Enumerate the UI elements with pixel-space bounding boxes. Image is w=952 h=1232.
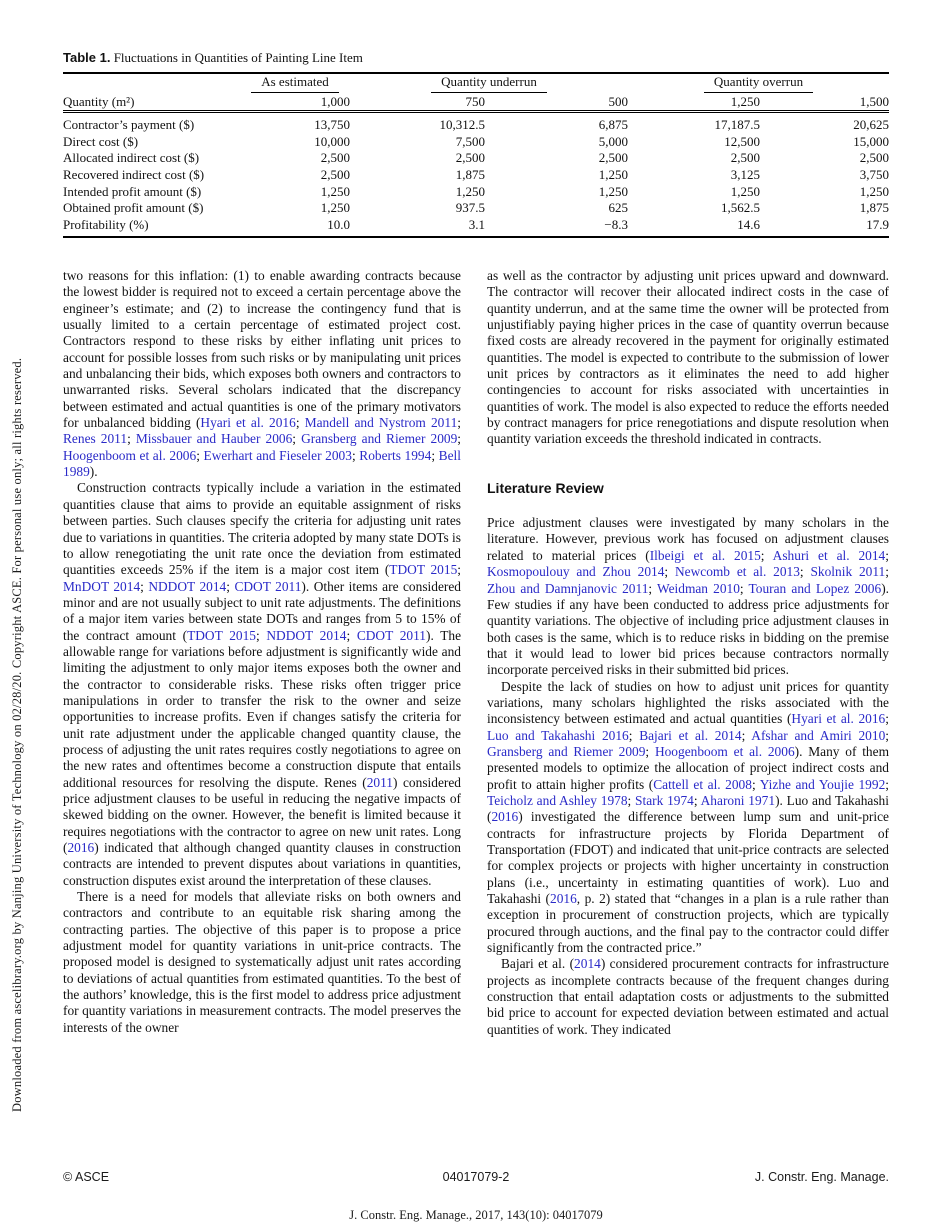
text-segment: as well as the contractor by adjusting unit prices upward and downward. The contractor will recover their allocated indirect costs in the case of quantity underrun, and at the same time the owner will be protected from unjustifiably paying higher prices in the case of quantity overrun because fixed costs are already recovered in the payment for originally estimated quantities. The model is expected to contribute to the submission of lower unit prices by contractors as it eliminates the need to add higher contingencies to account for risks associated with uncertainties in quantities of work. The model is also expected to reduce the efforts needed by contract managers for price renegotiations and dispute resolution when quantity variation exceeds the threshold indicated in contracts. (487, 268, 889, 447)
citation-link[interactable]: 2016 (550, 891, 577, 907)
row-label: Recovered indirect cost ($) (63, 166, 205, 182)
paragraph (487, 515, 889, 678)
table-cell: 12,500 (724, 133, 760, 149)
row-label: Obtained profit amount ($) (63, 200, 204, 216)
table-quantity-row (63, 94, 889, 112)
text-segment: ) considered procurement contracts for infrastructure projects as incomplete contracts because of the frequent changes during construction that entail adaptation costs or adjustments to the submitted bid price to account for expected deviation between estimated and actual quantities of work. They indicated (487, 956, 889, 1037)
text-segment: ; (431, 447, 439, 463)
table-cell: 1,562.5 (721, 200, 760, 216)
text-segment: ; (885, 727, 890, 743)
citation-link[interactable]: Stark 1974 (635, 792, 694, 808)
table-cell: 1,875 (859, 200, 889, 216)
row-label: Contractor’s payment ($) (63, 117, 195, 133)
citation-link[interactable]: 2016 (491, 809, 519, 825)
table-cell: 2,500 (598, 150, 628, 166)
row-label: Intended profit amount ($) (63, 183, 202, 199)
column-group-label: As estimated (251, 75, 339, 93)
table-cell: 1,250 (320, 200, 350, 216)
table-row (63, 112, 889, 134)
text-segment: ). Many of them presented models to optimize the allocation of project indirect costs and profit to attain higher profits ( (487, 743, 889, 792)
text-segment: ). Few studies if any have been conducted to address price adjustments for quantity variations. The objective of including price adjustment clauses in both cases is the same, which is to reduce risks in bidding on the premise that it would lead to lower bid prices because contractors normally incorporate perceived risks in their submitted bid prices. (487, 580, 890, 678)
text-segment: ; (645, 743, 655, 759)
citation-link[interactable]: Skolnik 2011 (810, 564, 886, 580)
citation-link[interactable]: Roberts 1994 (359, 447, 432, 463)
text-segment: Construction contracts typically include a variation in the estimated quantities clause that aims to provide an equitable assignment of risks between parties. Such clauses specify the criteria for adjusting unit rates due to variations in quantities. The criteria adopted by many state DOTs is to allow renegotiating the unit rate once the deviation from estimated quantities exceeds 25% if the item is a major cost item ( (63, 480, 461, 578)
citation-link[interactable]: Afshar and Amiri 2010 (751, 727, 886, 743)
table-cell: 1,875 (455, 166, 485, 182)
table-spanner-row (63, 73, 889, 94)
citation-link[interactable]: Mandell and Nystrom 2011 (304, 415, 458, 431)
citation-link[interactable]: Hyari et al. 2016 (200, 415, 296, 431)
table-cell: 1,500 (760, 94, 889, 112)
row-label: Direct cost ($) (63, 133, 139, 149)
table-caption (63, 50, 889, 66)
citation-link[interactable]: Bajari et al. 2014 (639, 727, 742, 743)
table-cell: 17.9 (866, 216, 889, 232)
text-segment: ; (760, 547, 773, 563)
table-cell: 10,312.5 (439, 117, 485, 133)
table-cell: 2,500 (320, 150, 350, 166)
citation-link[interactable]: CDOT 2011 (234, 578, 302, 594)
paragraph (487, 268, 889, 448)
text-segment: ; (741, 727, 752, 743)
table-cell: 3.1 (468, 216, 485, 232)
citation-link[interactable]: Aharoni 1971 (700, 792, 776, 808)
citation-link[interactable]: 2016 (67, 840, 95, 856)
citation-link[interactable]: Bell 1989 (63, 447, 461, 480)
citation-link[interactable]: Ewerhart and Fieseler 2003 (203, 447, 352, 463)
right-column (487, 268, 889, 1038)
journal-abbreviation: J. Constr. Eng. Manage. (754, 1170, 889, 1184)
table-cell: 1,250 (628, 94, 760, 112)
table-cell: 13,750 (314, 117, 350, 133)
table-cell: 750 (350, 94, 485, 112)
column-group-label: Quantity underrun (431, 75, 547, 93)
text-segment: ; (885, 776, 890, 792)
paragraph (487, 679, 889, 957)
text-segment: ; (226, 578, 235, 594)
table-row (63, 150, 889, 167)
table-cell: 937.5 (455, 200, 485, 216)
table-cell: 7,500 (455, 133, 485, 149)
table-cell: 1,250 (859, 183, 889, 199)
table-cell: 2,500 (730, 150, 760, 166)
table-cell: 625 (608, 200, 628, 216)
table-cell: 15,000 (853, 133, 889, 149)
copyright-notice: © ASCE (63, 1170, 110, 1184)
download-copyright-note: Downloaded from ascelibrary.org by Nanjing University of Technology on 02/28/20. Copyright ASCE. For personal use only; all rights reserved. (10, 357, 24, 1112)
text-segment: ; (648, 580, 658, 596)
text-segment: ; (457, 415, 461, 431)
citation-link[interactable]: Ilbeigi et al. 2015 (649, 547, 761, 563)
row-label: Profitability (%) (63, 216, 149, 232)
citation-link[interactable]: Gransberg and Riemer 2009 (487, 743, 646, 759)
table-cell: 14.6 (737, 216, 760, 232)
table-1 (63, 72, 889, 238)
citation-link[interactable]: MnDOT 2014 (63, 578, 141, 594)
citation-line: J. Constr. Eng. Manage., 2017, 143(10): 04017079 (349, 1208, 603, 1222)
text-segment: ). Other items are considered minor and are not usually subject to unit rate adjustments. The definitions of a major item varies between state DOTs and ranges from 5 to 15% of the contract amount ( (63, 578, 461, 643)
table-cell: 2,500 (455, 150, 485, 166)
text-segment: ; (140, 578, 149, 594)
citation-link[interactable]: 2011 (366, 774, 394, 790)
text-segment: ; (351, 447, 360, 463)
citation-link[interactable]: Hyari et al. 2016 (791, 711, 886, 727)
text-segment: ; (295, 415, 305, 431)
table-cell: 6,875 (598, 117, 628, 133)
text-segment: ; (885, 711, 889, 727)
paragraph (487, 956, 889, 1038)
text-segment: ) investigated the difference between lump sum and unit-price contracts for infrastructure projects by Florida Department of Transportation (FDOT) and indicated that unit-price contracts are selected for complex projects or projects with higher uncertainty in construction plans (i.e., uncertainty in estimating quantities of work). Luo and Takahashi ( (487, 809, 889, 907)
text-segment: ; (457, 431, 462, 447)
text-segment: ) indicated that although changed quantity clauses in construction contracts are intended to prevent disputes about variations in quantities, construction disputes exist around the interpretation of these clauses. (63, 840, 461, 888)
citation-link[interactable]: Hoogenboom et al. 2006 (63, 447, 197, 463)
table-cell: 1,250 (455, 183, 485, 199)
text-segment: Price adjustment clauses were investigated by many scholars in the literature. However, previous work has focused on adjustment clauses related to material prices ( (487, 515, 889, 563)
table-cell: 10,000 (314, 133, 350, 149)
section-heading: Literature Review (487, 479, 604, 496)
citation-link[interactable]: Missbauer and Hauber 2006 (135, 431, 293, 447)
table-cell: 1,000 (240, 94, 350, 112)
column-group-label: Quantity overrun (704, 75, 813, 93)
text-segment: two reasons for this inflation: (1) to enable awarding contracts because the lowest bidder is required not to exceed a certain percentage above the engineer’s estimate; and (2) to increase the contingency fund that is usually limited to a certain percentage of estimated project cost. Contractors respond to these risks by either inflating unit prices to account for possible losses from such risks or by manipulating unit prices and unbalancing their bids, which exposes both owners and contractors to unwarranted risks. Several scholars indicated that the discrepancy between estimated and actual quantities is one of the primary motivators for unbalanced bidding ( (63, 268, 461, 431)
text-segment: ; (664, 564, 675, 580)
table-cell: 3,750 (859, 166, 889, 182)
citation-link[interactable]: Weidman 2010 (657, 580, 740, 596)
table-caption-text: Fluctuations in Quantities of Painting Line Item (113, 50, 363, 65)
table-cell: 10.0 (327, 216, 350, 232)
citation-link[interactable]: CDOT 2011 (356, 627, 426, 643)
page-number: 04017079-2 (442, 1170, 510, 1184)
table-cell: 3,125 (730, 166, 760, 182)
citation-link[interactable]: NDDOT 2014 (266, 627, 347, 643)
row-label: Quantity (m²) (63, 94, 240, 112)
text-segment: ; (885, 547, 889, 563)
table-cell: 17,187.5 (714, 117, 760, 133)
text-segment: ). The allowable range for variations before adjustment is significantly wide and limiting the adjustment to only major items exposes both the owner and the contractor to considerable risks. These risks often trigger price manipulations in order to transfer the risk to the owner and seize opportunities to increase profits. Even if changes satisfy the criteria for unit rate adjustment under the applicable changed quantity clause, the process of adjusting the unit rates requires costly negotiations to agree on the new rates and oftentimes become a construction dispute that entails additional resources for resolving the dispute. Renes ( (63, 627, 462, 790)
citation-link[interactable]: Yizhe and Youjie 1992 (759, 776, 886, 792)
left-column (63, 268, 461, 1036)
table-cell: 1,250 (598, 183, 628, 199)
column-group-header (628, 73, 889, 94)
text-segment: ; (885, 564, 889, 580)
text-segment: Despite the lack of studies on how to adjust unit prices for quantity variations, many scholars highlighted the risks associated with the inconsistency between estimated and actual quantities ( (487, 678, 889, 727)
text-segment: ; (457, 562, 461, 578)
text-segment: ; (127, 431, 136, 447)
spacer-cell (63, 73, 240, 94)
text-segment: ) considered price adjustment clauses to be useful in reducing the negative impacts of skewed bidding on the owner. However, the benefit is limited because it requires negotiations with the contractor to agree on new unit rates. Long ( (63, 774, 461, 856)
citation-link[interactable]: Ashuri et al. 2014 (772, 547, 886, 563)
text-segment: ). Luo and Takahashi ( (487, 792, 889, 825)
paragraph (63, 889, 461, 1036)
table-cell: −8.3 (604, 216, 628, 232)
text-segment: Bajari et al. ( (501, 956, 575, 972)
citation-link[interactable]: TDOT 2015 (187, 627, 256, 643)
text-segment: ; (627, 792, 636, 808)
text-segment: ; (292, 431, 302, 447)
text-segment: , p. 2) stated that “changes in a plan is a rule rather than exception in procurement of construction projects, which are typically procured through auctions, and the final pay to the contractor could differ significantly from the contracted price.” (487, 891, 889, 956)
citation-link[interactable]: NDDOT 2014 (148, 578, 227, 594)
table-cell: 5,000 (598, 133, 628, 149)
text-segment: ; (751, 776, 760, 792)
table-row (63, 184, 889, 201)
citation-link[interactable]: 2014 (574, 956, 601, 972)
text-segment: ). (89, 464, 98, 480)
table-row (63, 167, 889, 184)
table-row (63, 217, 889, 238)
table-label: Table 1. (63, 50, 111, 65)
table-cell: 2,500 (320, 166, 350, 182)
text-segment: ; (739, 580, 749, 596)
citation-link[interactable]: Teicholz and Ashley 1978 (487, 792, 628, 808)
text-segment: ; (255, 627, 267, 643)
text-segment: ; (693, 792, 701, 808)
citation-link[interactable]: Luo and Takahashi 2016 (487, 727, 629, 743)
table-row (63, 200, 889, 217)
citation-link[interactable]: TDOT 2015 (389, 562, 458, 578)
table-cell: 20,625 (853, 117, 889, 133)
text-segment: ; (196, 447, 204, 463)
text-segment: There is a need for models that alleviate risks on both owners and contractors and contribute to an equitable risk sharing among the contracting parties. The objective of this paper is to propose a price adjustment model for quantity variations in unit-price contracts. The proposed model is designed to systematically adjust unit rates according to deviations of actual quantities from estimated quantities. To the best of the authors’ knowledge, this is the first model to address price adjustment for quantity variations in measurement contracts. The model preserves the interests of the owner (63, 889, 461, 1035)
text-segment: ; (628, 727, 640, 743)
citation-link[interactable]: Kosmopoulouy and Zhou 2014 (487, 564, 665, 580)
table-row (63, 134, 889, 151)
citation-link[interactable]: Newcomb et al. 2013 (674, 564, 800, 580)
paragraph (63, 268, 461, 480)
table-cell: 1,250 (320, 183, 350, 199)
row-label: Allocated indirect cost ($) (63, 150, 200, 166)
citation-link[interactable]: Renes 2011 (63, 431, 128, 447)
citation-link[interactable]: Gransberg and Riemer 2009 (301, 431, 458, 447)
citation-link[interactable]: Hoogenboom et al. 2006 (654, 743, 795, 759)
citation-link[interactable]: Zhou and Damnjanovic 2011 (487, 580, 649, 596)
text-segment: ; (346, 627, 357, 643)
citation-link[interactable]: Touran and Lopez 2006 (748, 580, 882, 596)
column-group-header (240, 73, 350, 94)
table-cell: 500 (485, 94, 628, 112)
column-group-header (350, 73, 628, 94)
paragraph (63, 480, 461, 889)
citation-link[interactable]: Cattell et al. 2008 (653, 776, 752, 792)
table-cell: 2,500 (859, 150, 889, 166)
table-cell: 1,250 (730, 183, 760, 199)
table-1-block (63, 50, 889, 238)
text-segment: ; (799, 564, 811, 580)
table-cell: 1,250 (598, 166, 628, 182)
